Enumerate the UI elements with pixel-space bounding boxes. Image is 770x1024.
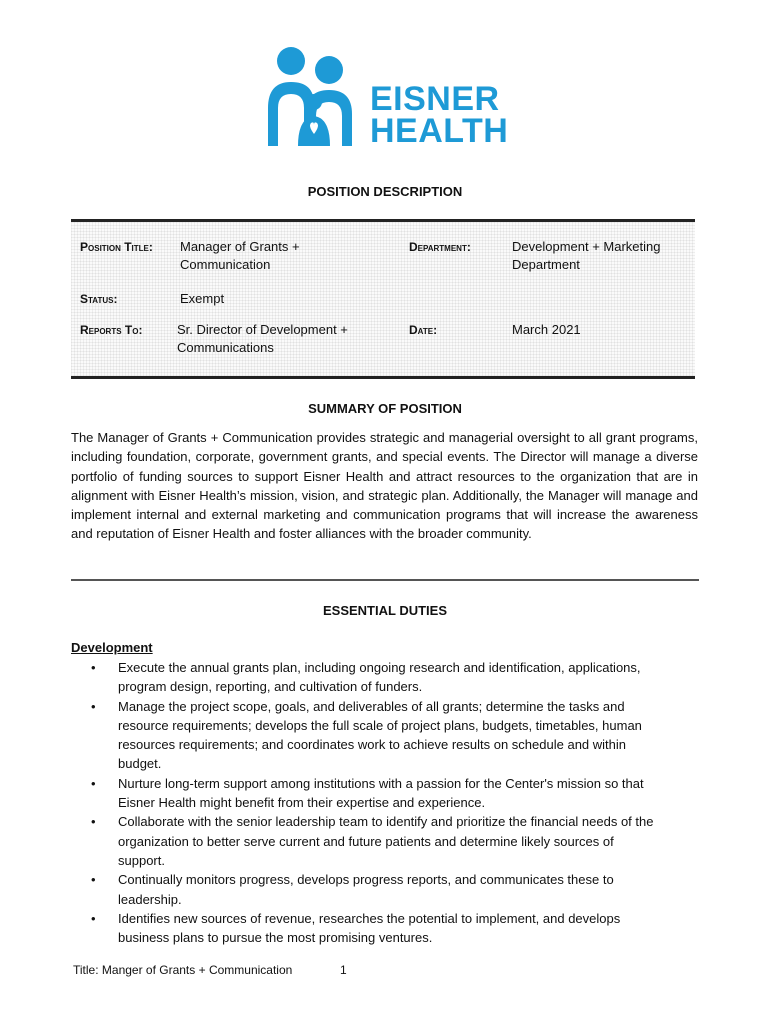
logo-word-eisner: EISNER <box>370 80 500 118</box>
duty-text: Execute the annual grants plan, including ongoing research and identification, applications, program design, reporting, and cultivation of funders. <box>118 660 641 695</box>
date-value: March 2021 <box>512 322 581 337</box>
list-item <box>71 870 658 909</box>
bullet-icon: • <box>91 910 96 926</box>
list-item <box>71 774 658 813</box>
section-divider <box>71 579 699 581</box>
bullet-icon: • <box>91 775 96 791</box>
footer-title: Title: Manger of Grants + Communication <box>73 963 293 977</box>
date-label: Date: <box>409 323 438 337</box>
position-title-label: Position Title: <box>80 240 153 254</box>
bullet-icon: • <box>91 660 96 675</box>
reports-to-label: Reports To: <box>80 323 143 337</box>
duty-text: Manage the project scope, goals, and deliverables of all grants; determine the tasks and resource requirements; develops the full scale of project plans, budgets, timetables, human resources requirements; and coordinates work to achieve results on schedule and within budget. <box>118 698 642 772</box>
list-item <box>71 909 658 948</box>
position-info-box <box>71 219 695 379</box>
duties-list <box>71 658 699 947</box>
bullet-icon: • <box>91 698 96 714</box>
summary-title: SUMMARY OF POSITION <box>308 401 462 416</box>
essential-duties-title: ESSENTIAL DUTIES <box>322 603 447 618</box>
bullet-icon: • <box>91 814 96 830</box>
logo-word-health: HEALTH <box>370 112 509 150</box>
development-heading: Development <box>71 640 153 655</box>
bullet-icon: • <box>91 872 96 888</box>
status-value: Exempt <box>180 291 225 306</box>
duty-text: Collaborate with the senior leadership team to identify and prioritize the financial needs of the organization to better serve current and future patients and determine likely sources of support. <box>118 814 654 868</box>
position-description-title: POSITION DESCRIPTION <box>307 184 463 199</box>
status-label: Status: <box>80 292 118 306</box>
department-label: Department: <box>409 240 471 254</box>
list-item <box>71 658 658 697</box>
department-value: Development + Marketing Department <box>512 239 661 272</box>
position-title-value: Manager of Grants + Communication <box>180 239 300 272</box>
summary-text: The Manager of Grants + Communication provides strategic and managerial oversight to all grant programs, including foundation, corporate, government grants, and special events. The Director will manage a diverse portfolio of funding sources to support Eisner Health and attract resources to the organization that are in alignment with Eisner Health’s mission, vision, and strategic plan. Additionally, the Manager will manage and implement internal and external marketing and communication programs that will increase the awareness and reputation of Eisner Health and foster alliances with the broader community. <box>71 430 698 542</box>
duty-text: Identifies new sources of revenue, researches the potential to implement, and develops business plans to pursue the most promising ventures. <box>118 910 621 946</box>
duty-text: Nurture long-term support among institutions with a passion for the Center's mission so that Eisner Health might benefit from their expertise and experience. <box>118 775 644 811</box>
list-item <box>71 697 658 774</box>
page-number: 1 <box>340 963 347 977</box>
list-item <box>71 812 658 870</box>
reports-to-value: Sr. Director of Development + Communications <box>177 322 348 355</box>
duty-text: Continually monitors progress, develops progress reports, and communicates these to leadership. <box>118 872 614 907</box>
